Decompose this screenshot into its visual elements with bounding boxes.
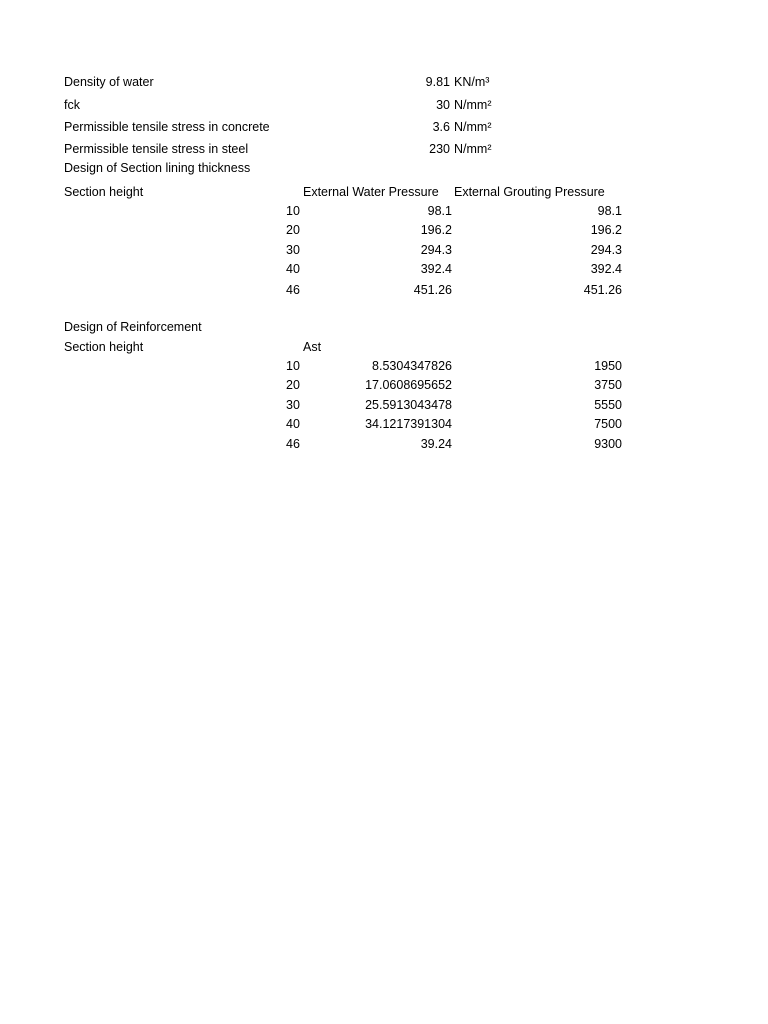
property-label-concrete-stress: Permissible tensile stress in concrete (64, 120, 270, 134)
property-value-steel-stress: 230 (429, 142, 450, 156)
section-lining-height: 46 (286, 283, 300, 297)
reinforcement-title: Design of Reinforcement (64, 320, 202, 334)
section-lining-title: Design of Section lining thickness (64, 161, 251, 175)
reinforcement-ast: 25.5913043478 (365, 398, 452, 412)
section-lining-col-water: External Water Pressure (303, 185, 439, 199)
property-unit-steel-stress: N/mm² (454, 142, 492, 156)
reinforcement-col-height: Section height (64, 340, 144, 354)
reinforcement-height: 10 (286, 359, 300, 373)
section-lining-col-height: Section height (64, 185, 144, 199)
property-value-concrete-stress: 3.6 (432, 120, 450, 134)
reinforcement-ast: 17.0608695652 (365, 378, 452, 392)
reinforcement-ast: 34.1217391304 (365, 417, 452, 431)
section-lining-grouting: 451.26 (583, 283, 622, 297)
section-lining-height: 20 (286, 223, 300, 237)
property-value-density: 9.81 (425, 75, 450, 89)
reinforcement-height: 40 (286, 417, 300, 431)
property-label-density: Density of water (64, 75, 154, 89)
property-label-fck: fck (64, 98, 80, 112)
property-value-fck: 30 (436, 98, 450, 112)
section-lining-grouting: 98.1 (597, 204, 622, 218)
reinforcement-value: 9300 (594, 437, 622, 451)
reinforcement-ast: 39.24 (420, 437, 452, 451)
section-lining-grouting: 392.4 (590, 262, 622, 276)
reinforcement-value: 7500 (594, 417, 622, 431)
section-lining-height: 10 (286, 204, 300, 218)
section-lining-water: 196.2 (420, 223, 452, 237)
section-lining-grouting: 294.3 (590, 243, 622, 257)
property-unit-fck: N/mm² (454, 98, 492, 112)
section-lining-grouting: 196.2 (590, 223, 622, 237)
reinforcement-value: 5550 (594, 398, 622, 412)
section-lining-height: 40 (286, 262, 300, 276)
reinforcement-value: 3750 (594, 378, 622, 392)
section-lining-water: 98.1 (427, 204, 452, 218)
reinforcement-value: 1950 (594, 359, 622, 373)
property-unit-density: KN/m³ (454, 75, 490, 89)
section-lining-water: 451.26 (413, 283, 452, 297)
section-lining-water: 294.3 (420, 243, 452, 257)
section-lining-water: 392.4 (420, 262, 452, 276)
section-lining-col-grouting: External Grouting Pressure (454, 185, 605, 199)
reinforcement-height: 46 (286, 437, 300, 451)
reinforcement-ast: 8.5304347826 (372, 359, 452, 373)
section-lining-height: 30 (286, 243, 300, 257)
reinforcement-height: 20 (286, 378, 300, 392)
property-unit-concrete-stress: N/mm² (454, 120, 492, 134)
reinforcement-col-ast: Ast (303, 340, 322, 354)
reinforcement-height: 30 (286, 398, 300, 412)
property-label-steel-stress: Permissible tensile stress in steel (64, 142, 249, 156)
